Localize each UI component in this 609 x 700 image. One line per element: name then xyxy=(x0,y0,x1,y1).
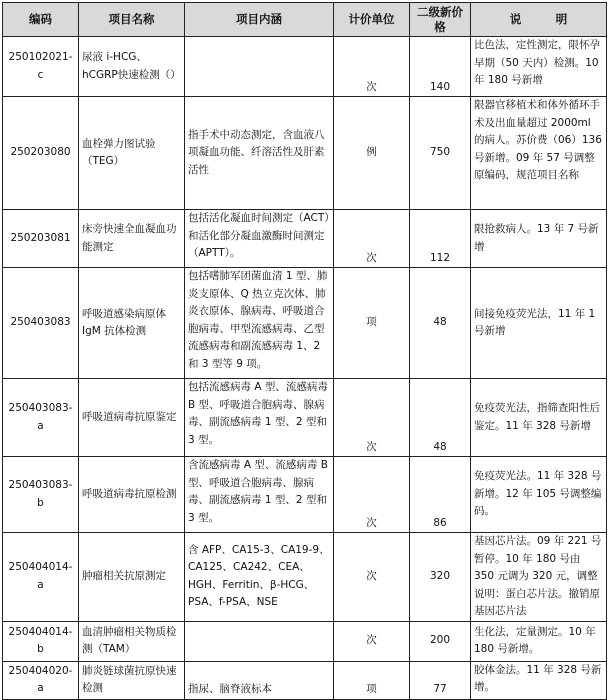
table-row xyxy=(3,621,607,661)
item-price: 86 xyxy=(410,457,471,533)
item-code: 250403083-a xyxy=(3,379,79,457)
item-code: 250403083 xyxy=(3,268,79,379)
table-row xyxy=(3,533,607,622)
header-price: 二级新价格 xyxy=(410,3,471,37)
item-code: 250404020-a xyxy=(3,661,79,699)
item-content: 指手术中动态测定，含血液八项凝血功能、纤溶活性及肝素活性 xyxy=(185,97,334,210)
table-row xyxy=(3,210,607,268)
item-code: 250404014-a xyxy=(3,533,79,622)
item-code: 250404014-b xyxy=(3,621,79,661)
table-row xyxy=(3,97,607,210)
item-desc: 限器官移植术和体外循环手术及出血量超过 2000ml 的病人。苏价费（06）136 号新增。09 年 57 号调整原编码，规范项目名称 xyxy=(471,97,607,210)
item-unit: 项 xyxy=(334,661,410,699)
item-unit: 次 xyxy=(334,457,410,533)
item-desc: 生化法，定量测定。10 年 180 号新增。 xyxy=(471,621,607,661)
item-content xyxy=(185,621,334,661)
item-content: 含 AFP、CA15-3、CA19-9、CA125、CA242、CEA、HGH、Ferritin、β-HCG、PSA、f-PSA、NSE xyxy=(185,533,334,622)
header-row xyxy=(3,3,607,37)
item-code: 250403083-b xyxy=(3,457,79,533)
table-row xyxy=(3,457,607,533)
header-name: 项目名称 xyxy=(79,3,185,37)
item-unit: 次 xyxy=(334,533,410,622)
item-price: 77 xyxy=(410,661,471,699)
item-price: 140 xyxy=(410,37,471,97)
table-row xyxy=(3,379,607,457)
item-desc: 比色法，定性测定，限怀孕早期（50 天内）检测。10 年 180 号新增 xyxy=(471,37,607,97)
item-code: 250203081 xyxy=(3,210,79,268)
item-name: 血栓弹力图试验（TEG） xyxy=(79,97,185,210)
item-unit: 次 xyxy=(334,621,410,661)
item-price: 750 xyxy=(410,97,471,210)
item-unit: 次 xyxy=(334,37,410,97)
table-row xyxy=(3,37,607,97)
item-name: 肿瘤相关抗原测定 xyxy=(79,533,185,622)
item-content: 包括活化凝血时间测定（ACT）和活化部分凝血激酶时间测定（APTT）。 xyxy=(185,210,334,268)
item-desc: 免疫荧光法，指筛查阳性后鉴定。11 年 328 号新增 xyxy=(471,379,607,457)
item-name: 呼吸道感染病原体 IgM 抗体检测 xyxy=(79,268,185,379)
table-row xyxy=(3,661,607,699)
header-content: 项目内涵 xyxy=(185,3,334,37)
header-code: 编码 xyxy=(3,3,79,37)
item-desc: 胶体金法。11 年 328 号新增。 xyxy=(471,661,607,699)
item-code: 250203080 xyxy=(3,97,79,210)
item-desc: 免疫荧光法。11 年 328 号新增。12 年 105 号调整编码。 xyxy=(471,457,607,533)
item-name: 呼吸道病毒抗原检测 xyxy=(79,457,185,533)
table-row xyxy=(3,268,607,379)
item-content: 包括嗜肺军团菌血清 1 型、肺炎支原体、Q 热立克次体、肺炎衣原体、腺病毒、呼吸道合胞病毒、甲型流感病毒、乙型流感病毒和副流感病毒 1、2 和 3 型等 9 项。 xyxy=(185,268,334,379)
item-price: 112 xyxy=(410,210,471,268)
item-name: 床旁快速全血凝血功能测定 xyxy=(79,210,185,268)
header-desc: 说 明 xyxy=(471,3,607,37)
item-content xyxy=(185,37,334,97)
item-desc: 间接免疫荧光法，11 年 1 号新增 xyxy=(471,268,607,379)
item-desc: 基因芯片法。09 年 221 号暂停。10 年 180 号由 350 元调为 320 元，调整说明：蛋白芯片法。撤销原基因芯片法 xyxy=(471,533,607,622)
item-content: 包括流感病毒 A 型、流感病毒 B 型、呼吸道合胞病毒、腺病毒、副流感病毒 1 型、2 型和 3 型。 xyxy=(185,379,334,457)
item-code: 250102021-c xyxy=(3,37,79,97)
item-name: 尿液 i-HCG、hCGRP快速检测（） xyxy=(79,37,185,97)
item-price: 200 xyxy=(410,621,471,661)
header-unit: 计价单位 xyxy=(334,3,410,37)
item-unit: 例 xyxy=(334,97,410,210)
item-unit: 次 xyxy=(334,379,410,457)
fee-table xyxy=(2,2,607,700)
item-name: 肺炎链球菌抗原快速检测 xyxy=(79,661,185,699)
item-name: 呼吸道病毒抗原鉴定 xyxy=(79,379,185,457)
item-price: 320 xyxy=(410,533,471,622)
item-content: 指尿、脑脊液标本 xyxy=(185,661,334,699)
item-price: 48 xyxy=(410,379,471,457)
item-unit: 项 xyxy=(334,268,410,379)
item-price: 48 xyxy=(410,268,471,379)
item-content: 含流感病毒 A 型、流感病毒 B 型、呼吸道合胞病毒、腺病毒、副流感病毒 1 型、2 型和 3 型。 xyxy=(185,457,334,533)
item-desc: 限抢救病人。13 年 7 号新增 xyxy=(471,210,607,268)
item-unit: 次 xyxy=(334,210,410,268)
item-name: 血清肿瘤相关物质检测（TAM） xyxy=(79,621,185,661)
